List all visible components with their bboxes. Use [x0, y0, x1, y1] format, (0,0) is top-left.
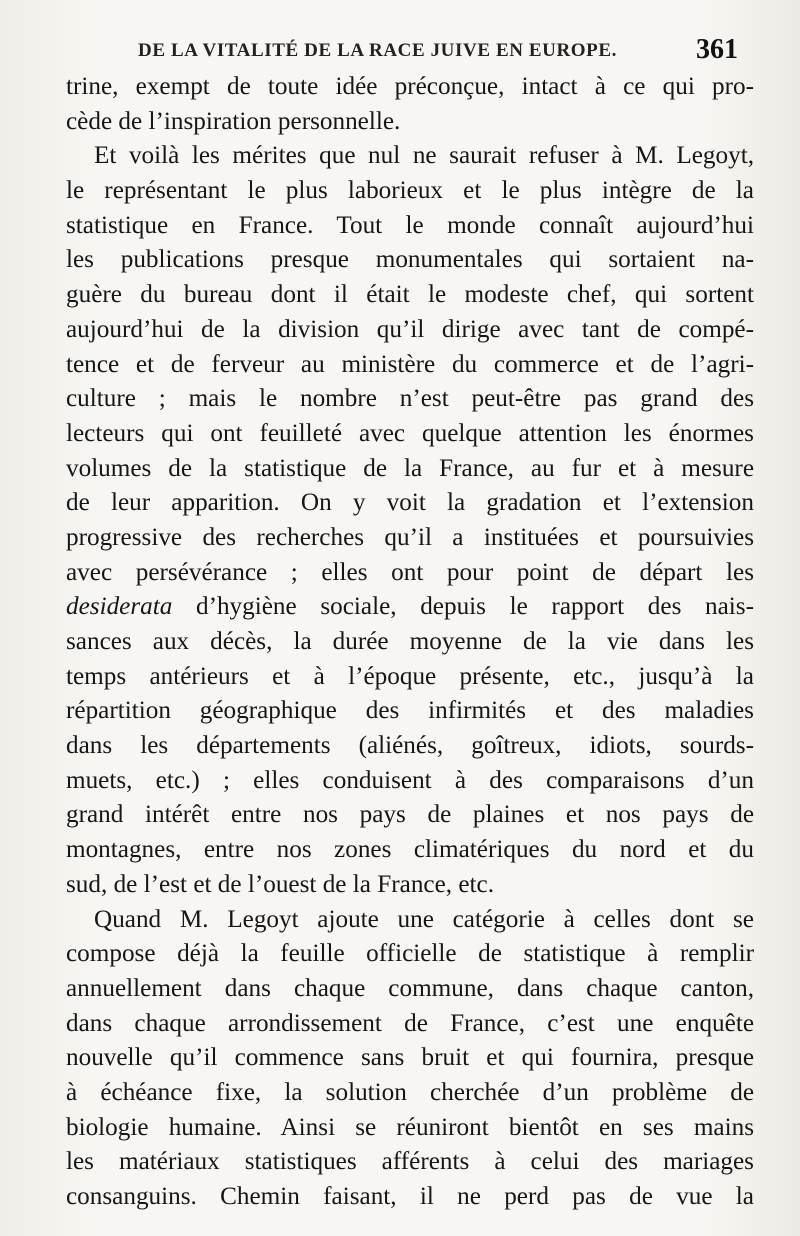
text-line: les matériaux statistiques afférents à celui des mariages [66, 1148, 754, 1176]
text-line: statistique en France. Tout le monde connaît aujourd’hui [66, 211, 754, 239]
text-line: Et voilà les mérites que nul ne saurait refuser à M. Legoyt, [94, 142, 754, 170]
text-line: à échéance fixe, la solution cherchée d’un problème de [66, 1078, 754, 1106]
text-line: lecteurs qui ont feuilleté avec quelque attention les énormes [66, 419, 754, 447]
running-head [138, 34, 738, 68]
text-line: annuellement dans chaque commune, dans chaque canton, [66, 974, 754, 1002]
text-line: cède de l’inspiration personnelle. [66, 107, 401, 135]
text-line: dans les départements (aliénés, goîtreux, idiots, sourds- [66, 732, 754, 760]
page-number: 361 [696, 34, 738, 65]
text-line: volumes de la statistique de la France, au fur et à mesure [66, 454, 754, 482]
text-line: avec persévérance ; elles ont pour point de départ les [66, 558, 754, 586]
text-line: répartition géographique des infirmités et des maladies [66, 697, 754, 725]
text-line: sud, de l’est et de l’ouest de la France, etc. [66, 870, 495, 898]
italic-line-rest: d’hygiène sociale, depuis le rapport des nais- [172, 593, 754, 621]
text-line: grand intérêt entre nos pays de plaines et nos pays de [66, 801, 754, 829]
text-line: temps antérieurs et à l’époque présente, etc., jusqu’à la [66, 662, 754, 690]
text-line: aujourd’hui de la division qu’il dirige avec tant de compé- [66, 315, 754, 343]
text-line: les publications presque monumentales qui sortaient na- [66, 246, 754, 274]
running-title: DE LA VITALITÉ DE LA RACE JUIVE EN EUROPE. [138, 40, 618, 61]
body-text [66, 70, 754, 1215]
text-line: culture ; mais le nombre n’est peut-être pas grand des [66, 385, 754, 413]
text-line: compose déjà la feuille officielle de statistique à remplir [66, 940, 754, 968]
text-line: montagnes, entre nos zones climatériques du nord et du [66, 836, 754, 864]
text-line: sances aux décès, la durée moyenne de la vie dans les [66, 628, 754, 655]
text-line: dans chaque arrondissement de France, c’est une enquête [66, 1009, 754, 1037]
italic-term: desiderata [66, 593, 173, 621]
text-line: biologie humaine. Ainsi se réuniront bientôt en ses mains [66, 1113, 754, 1141]
text-line: tence et de ferveur au ministère du commerce et de l’agri- [66, 350, 754, 378]
text-line: muets, etc.) ; elles conduisent à des comparaisons d’un [66, 766, 754, 794]
text-line: le représentant le plus laborieux et le plus intègre de la [66, 177, 754, 205]
text-line: consanguins. Chemin faisant, il ne perd pas de vue la [66, 1183, 754, 1210]
text-line-italic [66, 590, 754, 625]
text-line: guère du bureau dont il était le modeste chef, qui sortent [66, 281, 754, 309]
text-line: progressive des recherches qu’il a instituées et poursuivies [66, 523, 754, 551]
text-line: de leur apparition. On y voit la gradation et l’extension [66, 489, 754, 517]
text-line: Quand M. Legoyt ajoute une catégorie à celles dont se [94, 905, 754, 933]
text-line: nouvelle qu’il commence sans bruit et qui fournira, presque [66, 1044, 754, 1072]
text-line: trine, exempt de toute idée préconçue, intact à ce qui pro- [66, 73, 754, 100]
